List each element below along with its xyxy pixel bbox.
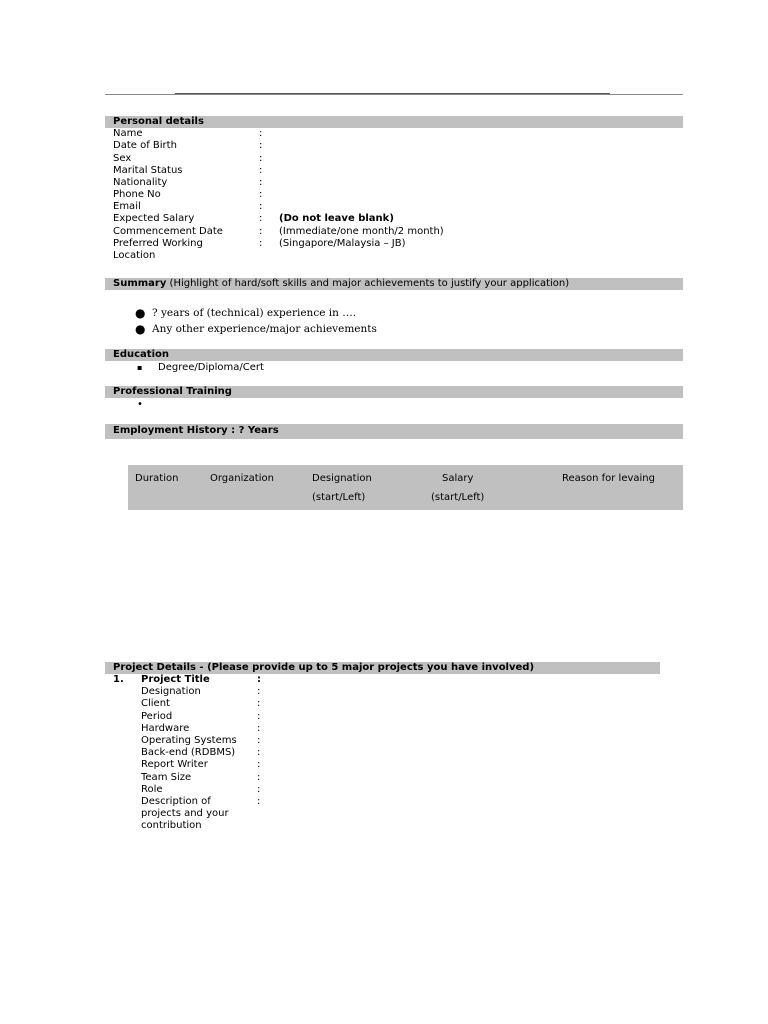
section-note-summary: (Highlight of hard/soft skills and major achievements to justify your application) (166, 278, 570, 289)
project-number: 1. (113, 674, 124, 685)
section-title-personal: Personal details (113, 116, 204, 127)
education-item: Degree/Diploma/Cert (158, 362, 264, 373)
employment-table-header (128, 465, 683, 510)
bullet-icon: ● (135, 322, 146, 336)
section-title-projects: Project Details - (Please provide up to 5 major projects you have involved) (113, 662, 535, 673)
column-subheader-salary: (start/Left) (431, 492, 485, 503)
section-header-employment (105, 424, 683, 439)
project-field-colon: : (257, 735, 261, 746)
field-label: Email (113, 201, 141, 212)
field-colon: : (259, 238, 263, 249)
field-label: Commencement Date (113, 226, 223, 237)
field-label: Sex (113, 153, 132, 164)
project-field-label: Period (141, 711, 173, 722)
bullet-icon: ● (135, 306, 146, 320)
project-field-label: Description of (141, 796, 211, 807)
field-colon: : (259, 140, 263, 151)
column-header-salary: Salary (442, 473, 474, 484)
project-field-colon: : (257, 796, 261, 807)
bullet-text: Any other experience/major achievements (152, 323, 377, 335)
section-header-summary (105, 278, 683, 290)
field-label: Preferred Working (113, 238, 203, 249)
field-value: (Do not leave blank) (279, 213, 394, 224)
section-header-personal (105, 116, 683, 128)
field-label: Expected Salary (113, 213, 195, 224)
field-colon: : (259, 201, 263, 212)
field-colon: : (259, 165, 263, 176)
project-field-label-continued: contribution (141, 820, 202, 831)
project-field-colon: : (257, 711, 261, 722)
project-field-label-continued: projects and your (141, 808, 229, 819)
section-header-education (105, 349, 683, 361)
project-field-colon: : (257, 674, 261, 685)
field-value: (Immediate/one month/2 month) (279, 226, 444, 237)
project-field-colon: : (257, 772, 261, 783)
project-field-colon: : (257, 784, 261, 795)
column-header-duration: Duration (135, 473, 179, 484)
field-colon: : (259, 177, 263, 188)
field-label-continued: Location (113, 250, 156, 261)
project-field-colon: : (257, 686, 261, 697)
project-field-label: Back-end (RDBMS) (141, 747, 236, 758)
project-field-label: Report Writer (141, 759, 208, 770)
field-colon: : (259, 128, 263, 139)
project-field-label: Client (141, 698, 170, 709)
field-label: Date of Birth (113, 140, 177, 151)
field-colon: : (259, 153, 263, 164)
field-colon: : (259, 189, 263, 200)
header-rule (105, 94, 683, 95)
project-field-colon: : (257, 759, 261, 770)
section-header-projects (105, 662, 660, 674)
project-field-label: Role (141, 784, 163, 795)
field-label: Phone No (113, 189, 161, 200)
project-field-label: Team Size (141, 772, 192, 783)
project-field-colon: : (257, 723, 261, 734)
column-header-organization: Organization (210, 473, 274, 484)
field-colon: : (259, 226, 263, 237)
field-value: (Singapore/Malaysia – JB) (279, 238, 406, 249)
project-field-colon: : (257, 698, 261, 709)
project-field-label: Hardware (141, 723, 190, 734)
square-bullet-icon: ▪ (137, 363, 143, 372)
project-field-label: Operating Systems (141, 735, 237, 746)
section-title-summary: Summary (113, 278, 167, 289)
section-header-training (105, 386, 683, 398)
project-field-colon: : (257, 747, 261, 758)
section-title-training: Professional Training (113, 386, 232, 397)
field-label: Marital Status (113, 165, 183, 176)
field-colon: : (259, 213, 263, 224)
bullet-icon: • (137, 399, 143, 410)
section-title-education: Education (113, 349, 169, 360)
project-field-label: Project Title (141, 674, 210, 685)
field-label: Nationality (113, 177, 168, 188)
section-title-employment: Employment History : ? Years (113, 425, 279, 436)
column-subheader-designation: (start/Left) (312, 492, 366, 503)
project-field-label: Designation (141, 686, 201, 697)
field-label: Name (113, 128, 143, 139)
bullet-text: ? years of (technical) experience in …. (152, 307, 357, 319)
column-header-designation: Designation (312, 473, 372, 484)
header-rule-accent (175, 93, 610, 94)
column-header-reason: Reason for levaing (562, 473, 655, 484)
